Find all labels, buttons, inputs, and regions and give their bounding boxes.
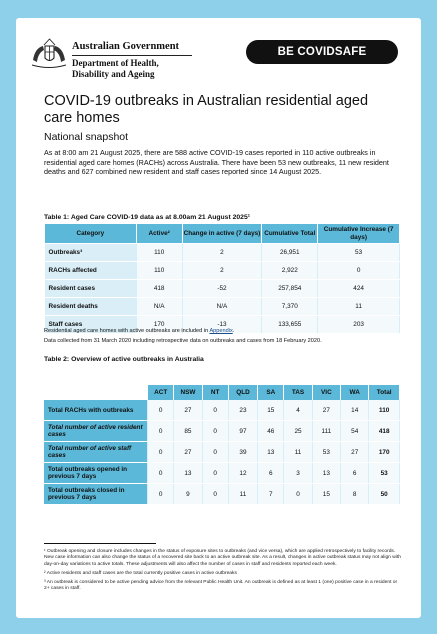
table2-cell: 27 <box>312 400 340 421</box>
aged-care-data-table <box>44 223 400 334</box>
table1-header-cell: Cumulative Increase (7 days) <box>318 224 400 244</box>
table2-corner-cell <box>44 385 148 400</box>
table2-cell: 0 <box>284 484 312 505</box>
table1-cell: 170 <box>136 316 182 334</box>
table1-cell: 133,655 <box>262 316 318 334</box>
table2-cell: 4 <box>284 400 312 421</box>
table2-row <box>44 484 400 505</box>
table1-row-label: RACHs affected <box>45 262 137 280</box>
table2-cell: 0 <box>202 484 228 505</box>
table2-cell: 6 <box>341 463 369 484</box>
table2-cell: 15 <box>258 400 284 421</box>
table1-cell: 11 <box>318 298 400 316</box>
table1-cell: 53 <box>318 244 400 262</box>
table2-cell: 0 <box>202 421 228 442</box>
table1-cell: 7,370 <box>262 298 318 316</box>
logo-divider <box>72 55 192 56</box>
table2-cell: 46 <box>258 421 284 442</box>
department-name <box>72 58 159 80</box>
table1-row-label: Staff cases <box>45 316 137 334</box>
table1-row-label: Resident deaths <box>45 298 137 316</box>
be-covidsafe-badge: BE COVIDSAFE <box>246 40 398 64</box>
table1-row-label: Outbreaks³ <box>45 244 137 262</box>
table1-caption: Table 1: Aged Care COVID-19 data as at 8.00am 21 August 2025¹ <box>44 214 250 221</box>
table2-cell: 0 <box>148 442 174 463</box>
table2-cell: 0 <box>202 400 228 421</box>
table2-cell: 27 <box>341 442 369 463</box>
table1-cell: 2 <box>182 244 262 262</box>
appendix-link[interactable]: Appendix <box>209 328 233 334</box>
table2-cell: 11 <box>284 442 312 463</box>
footnote: ² Active residents and staff cases are the total currently positive cases in active outbreaks <box>44 570 237 576</box>
table1-cell: 0 <box>318 262 400 280</box>
table2-row <box>44 421 400 442</box>
table1-cell: 110 <box>136 244 182 262</box>
table2-cell: 27 <box>174 442 202 463</box>
table2-row-label: Total number of active staff cases <box>44 442 148 463</box>
footnote: ¹ Outbreak opening and closure includes changes in the status of exposure sites to outbreaks (and vice versa), which are applied retrospectively to facility records. New case information can also change the status of a recovered site back to an active outbreak site. As a result, changes in active outbreak status may not align with day-on-day variations to active totals. These adjustments will also affect the number of cases in staff and residents reported each week. <box>44 549 401 567</box>
table2-cell: 110 <box>369 400 400 421</box>
table2-state-header: NT <box>202 385 228 400</box>
table1-row <box>45 262 400 280</box>
table2-row-label: Total RACHs with outbreaks <box>44 400 148 421</box>
page-title: COVID-19 outbreaks in Australian residential aged care homes <box>44 93 369 126</box>
appendix-note-text: Residential aged care homes with active outbreaks are included in <box>44 328 210 334</box>
table2-row <box>44 400 400 421</box>
table1-header-row <box>45 224 400 244</box>
appendix-note-end: . <box>232 328 235 334</box>
coat-of-arms-icon <box>30 36 68 70</box>
department-line-2: Disability and Ageing <box>72 69 155 79</box>
table2-cell: 13 <box>174 463 202 484</box>
data-collection-note: Data collected from 31 March 2020 including retrospective data on outbreaks and cases from 18 February 2020. <box>44 338 322 344</box>
table2-state-header: SA <box>258 385 284 400</box>
footnotes <box>44 549 404 596</box>
table1-row-label: Resident cases <box>45 280 137 298</box>
table1-header-cell: Active² <box>136 224 182 244</box>
table2-cell: 111 <box>312 421 340 442</box>
table2-cell: 50 <box>369 484 400 505</box>
table1-row <box>45 298 400 316</box>
table1-header-cell: Cumulative Total <box>262 224 318 244</box>
table2-cell: 6 <box>258 463 284 484</box>
table2-cell: 13 <box>258 442 284 463</box>
table2-row <box>44 442 400 463</box>
table1-header-cell: Category <box>45 224 137 244</box>
table1-cell: 2 <box>182 262 262 280</box>
table2-cell: 418 <box>369 421 400 442</box>
table2-cell: 27 <box>174 400 202 421</box>
table2-row-label: Total outbreaks closed in previous 7 days <box>44 484 148 505</box>
table2-cell: 8 <box>341 484 369 505</box>
footnote: ³ An outbreak is considered to be active pending advice from the relevant Public Health Unit. An outbreak is defined as at least 1 (one) positive case in a resident or 2+ cases in staff. <box>44 580 398 592</box>
active-outbreaks-table <box>44 385 400 505</box>
government-name: Australian Government <box>72 41 180 52</box>
department-line-1: Department of Health, <box>72 58 159 68</box>
table2-cell: 53 <box>369 463 400 484</box>
table2-state-header: ACT <box>148 385 174 400</box>
table2-cell: 3 <box>284 463 312 484</box>
table2-row <box>44 463 400 484</box>
table2-state-header: Total <box>369 385 400 400</box>
table2-header-row <box>44 385 400 400</box>
intro-paragraph: As at 8:00 am 21 August 2025, there are 588 active COVID-19 cases reported in 110 active outbreaks in residential aged care homes (RACHs) across Australia. There have been 53 new outbreaks, 11 new resident deaths and 627 combined new resident and staff cases reported since 14 August 2025. <box>44 148 389 177</box>
table1-cell: N/A <box>136 298 182 316</box>
table1-cell: 418 <box>136 280 182 298</box>
table2-cell: 0 <box>148 400 174 421</box>
table1-cell: -52 <box>182 280 262 298</box>
table2-caption: Table 2: Overview of active outbreaks in Australia <box>44 356 204 363</box>
table2-cell: 0 <box>202 463 228 484</box>
table2-cell: 15 <box>312 484 340 505</box>
table2-cell: 0 <box>202 442 228 463</box>
table2-cell: 0 <box>148 463 174 484</box>
table1-cell: -13 <box>182 316 262 334</box>
table2-state-header: TAS <box>284 385 312 400</box>
table2-cell: 39 <box>228 442 257 463</box>
table2-cell: 85 <box>174 421 202 442</box>
table2-state-header: WA <box>341 385 369 400</box>
table1-cell: 203 <box>318 316 400 334</box>
table1-cell: 26,951 <box>262 244 318 262</box>
footnote-divider <box>44 543 156 544</box>
table2-cell: 53 <box>312 442 340 463</box>
table1-cell: 424 <box>318 280 400 298</box>
table2-row-label: Total outbreaks opened in previous 7 days <box>44 463 148 484</box>
table2-cell: 23 <box>228 400 257 421</box>
table1-cell: 257,854 <box>262 280 318 298</box>
table2-cell: 7 <box>258 484 284 505</box>
table2-cell: 12 <box>228 463 257 484</box>
table2-cell: 25 <box>284 421 312 442</box>
table2-cell: 54 <box>341 421 369 442</box>
table2-state-header: VIC <box>312 385 340 400</box>
appendix-note <box>44 328 234 334</box>
table2-cell: 14 <box>341 400 369 421</box>
table2-row-label: Total number of active resident cases <box>44 421 148 442</box>
table1-cell: 110 <box>136 262 182 280</box>
table2-state-header: NSW <box>174 385 202 400</box>
table2-cell: 0 <box>148 421 174 442</box>
table2-cell: 13 <box>312 463 340 484</box>
table2-cell: 11 <box>228 484 257 505</box>
table2-cell: 170 <box>369 442 400 463</box>
table1-cell: 2,922 <box>262 262 318 280</box>
table2-cell: 97 <box>228 421 257 442</box>
table2-cell: 0 <box>148 484 174 505</box>
report-page <box>16 18 421 618</box>
table2-cell: 9 <box>174 484 202 505</box>
government-logo <box>30 32 210 98</box>
page-subtitle: National snapshot <box>44 131 129 143</box>
table1-row <box>45 244 400 262</box>
table1-header-cell: Change in active (7 days) <box>182 224 262 244</box>
table1-cell: N/A <box>182 298 262 316</box>
table1-row <box>45 280 400 298</box>
table2-state-header: QLD <box>228 385 257 400</box>
